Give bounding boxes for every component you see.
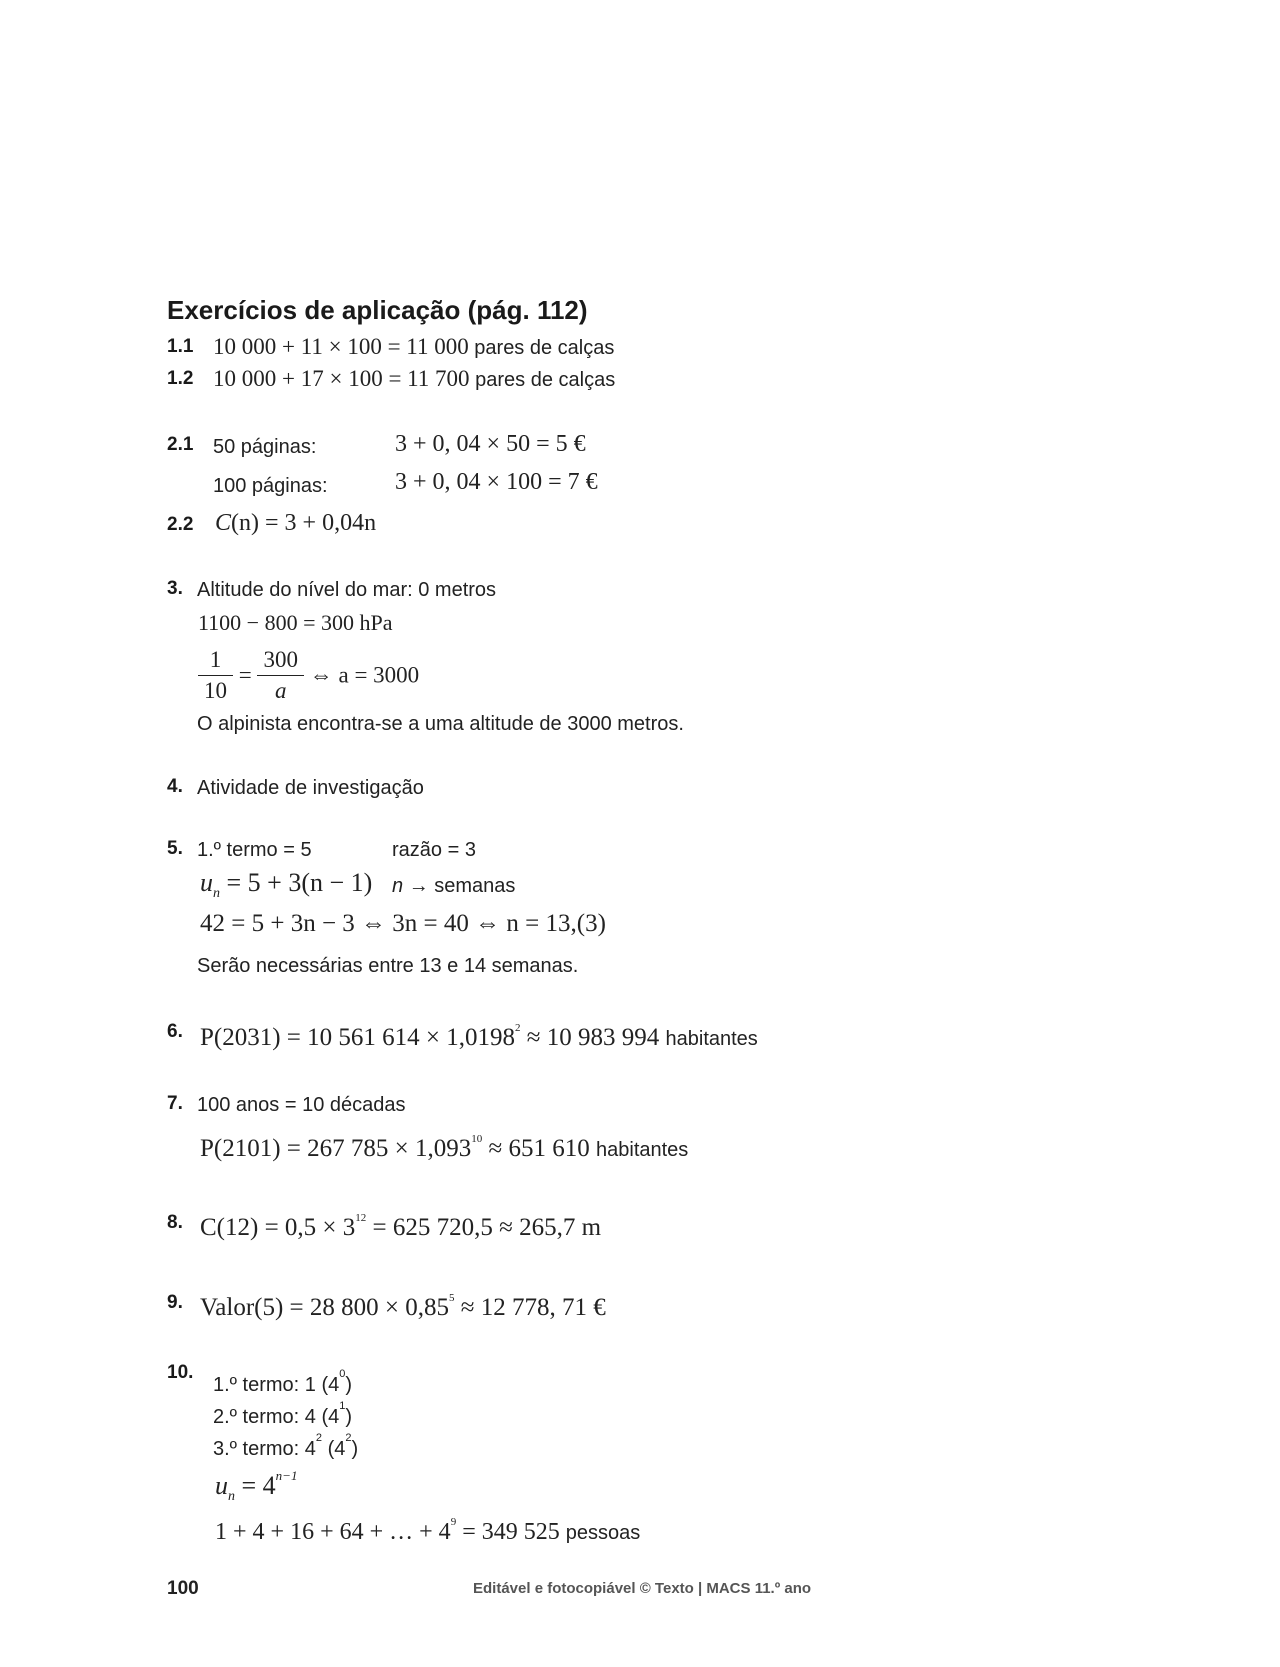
- fraction-300-a: [257, 645, 304, 706]
- item-number-2-2: 2.2: [167, 514, 194, 535]
- text-1-2: pares de calças: [475, 369, 616, 391]
- text-5-conclusion: Serão necessárias entre 13 e 14 semanas.: [197, 955, 579, 977]
- math-6: [200, 1014, 758, 1053]
- text-7-decades: 100 anos = 10 décadas: [197, 1094, 406, 1116]
- math-3-result: ⇔ a = 3000: [309, 662, 420, 688]
- math-10-eq: = 4: [235, 1471, 276, 1500]
- math-5-general-term: [200, 869, 372, 908]
- math-9-a: Valor(5) = 28 800 × 0,85: [200, 1294, 449, 1321]
- math-1-1: 10 000 + 11 × 100 = 11 000: [213, 334, 469, 359]
- math-2-2-expr: (n) = 3 + 0,04n: [231, 510, 377, 536]
- item-number-10: 10.: [167, 1362, 194, 1383]
- text-3-conclusion: O alpinista encontra-se a uma altitude de 3000 metros.: [197, 713, 684, 735]
- text-5-ratio: razão = 3: [392, 839, 476, 861]
- text-10-people: pessoas: [565, 1522, 641, 1544]
- item-number-1-1: 1.1: [167, 336, 194, 357]
- math-8-b: = 625 720,5 ≈ 265,7 m: [366, 1214, 602, 1241]
- math-10-sum-a: 1 + 4 + 16 + 64 + … + 4: [215, 1519, 451, 1545]
- text-10-term-1-exp: 0: [339, 1368, 346, 1380]
- text-10-term-1-end: ): [345, 1374, 353, 1396]
- text-7-inhabitants: habitantes: [596, 1139, 689, 1161]
- math-6-a: P(2031) = 10 561 614 × 1,0198: [200, 1024, 516, 1051]
- text-5-first-term: 1.º termo = 5: [197, 839, 312, 861]
- text-6-inhabitants: habitantes: [665, 1028, 758, 1050]
- math-1-2: 10 000 + 17 × 100 = 11 700: [213, 366, 470, 391]
- math-7-b: ≈ 651 610: [482, 1135, 590, 1162]
- math-10-sum-exp: 9: [450, 1516, 457, 1528]
- text-10-term-3: [213, 1424, 358, 1463]
- text-10-term-2-a: 2.º termo: 4 (4: [213, 1406, 340, 1428]
- exercise-1-1: [213, 333, 614, 362]
- math-6-b: ≈ 10 983 994: [520, 1024, 660, 1051]
- math-2-2-func: C: [215, 510, 232, 536]
- item-number-7: 7.: [167, 1093, 183, 1114]
- math-10-sum-b: = 349 525: [456, 1519, 560, 1545]
- math-10-exp: n−1: [275, 1468, 298, 1483]
- text-10-term-2-end: ): [345, 1406, 353, 1428]
- math-5-expr: = 5 + 3(n − 1): [220, 868, 373, 897]
- fraction-1-denominator: 10: [204, 678, 227, 703]
- math-5-equation: 42 = 5 + 3n − 3 ⇔ 3n = 40 ⇔ n = 13,(3): [200, 910, 606, 937]
- math-7-exp: 10: [471, 1133, 483, 1145]
- label-100-pages: 100 páginas:: [213, 475, 328, 497]
- math-10-u-sub: n: [228, 1489, 235, 1504]
- text-10-term-3-end: ): [351, 1438, 359, 1460]
- math-10-general-term: [215, 1462, 297, 1511]
- fraction-1-10: [198, 645, 233, 706]
- math-5-u: u: [200, 868, 213, 897]
- math-3-pressure: 1100 − 800 = 300 hPa: [198, 610, 393, 635]
- math-10-sum: [215, 1508, 640, 1547]
- item-number-5: 5.: [167, 838, 183, 859]
- math-10-u: u: [215, 1471, 228, 1500]
- fraction-1-numerator: 1: [198, 645, 233, 676]
- math-5-u-sub: n: [213, 886, 220, 901]
- math-2-1b: 3 + 0, 04 × 100 = 7 €: [395, 469, 598, 495]
- math-8-exp: 12: [355, 1212, 367, 1224]
- item-number-6: 6.: [167, 1021, 183, 1042]
- text-1-1: pares de calças: [474, 337, 615, 359]
- math-8-a: C(12) = 0,5 × 3: [200, 1214, 356, 1241]
- math-3-proportion: $\frac{1}{10}$ = $\frac{300}{a}$ ⇔ a = 3000: [198, 645, 419, 706]
- item-number-4: 4.: [167, 776, 183, 797]
- item-number-8: 8.: [167, 1212, 183, 1233]
- math-8: [200, 1204, 601, 1242]
- exercise-1-2: [213, 365, 615, 394]
- text-10-term-2-exp: 1: [339, 1400, 346, 1412]
- item-number-1-2: 1.2: [167, 368, 194, 389]
- text-5-n: n: [392, 875, 404, 897]
- text-10-term-3-exp2: 2: [345, 1432, 352, 1444]
- math-7-a: P(2101) = 267 785 × 1,093: [200, 1135, 472, 1162]
- text-5-weeks: → semanas: [408, 875, 516, 897]
- fraction-2-denominator: a: [274, 678, 287, 703]
- item-number-3: 3.: [167, 578, 183, 599]
- math-2-2: [215, 509, 376, 537]
- math-7: [200, 1125, 688, 1164]
- footer-copyright: Editável e fotocopiável © Texto | MACS 11.º ano: [473, 1580, 812, 1597]
- text-5-n-weeks: [392, 872, 515, 900]
- text-10-term-3-a: 3.º termo: 4: [213, 1438, 316, 1460]
- math-9-exp: 5: [449, 1292, 455, 1304]
- text-4: Atividade de investigação: [197, 777, 424, 799]
- text-10-term-1-a: 1.º termo: 1 (4: [213, 1374, 340, 1396]
- math-2-1a: 3 + 0, 04 × 50 = 5 €: [395, 431, 586, 457]
- item-number-9: 9.: [167, 1292, 183, 1313]
- item-number-2-1: 2.1: [167, 434, 194, 455]
- label-50-pages: 50 páginas:: [213, 436, 317, 458]
- text-10-term-3-mid: (4: [322, 1438, 346, 1460]
- text-3-altitude: Altitude do nível do mar: 0 metros: [197, 579, 497, 601]
- math-9: [200, 1284, 606, 1322]
- fraction-2-numerator: 300: [257, 645, 304, 676]
- section-title: Exercícios de aplicação (pág. 112): [167, 295, 588, 325]
- text-10-term-3-exp: 2: [315, 1432, 323, 1444]
- page-number: 100: [167, 1578, 199, 1599]
- math-6-exp: 2: [515, 1022, 521, 1034]
- math-9-b: ≈ 12 778, 71 €: [454, 1294, 606, 1321]
